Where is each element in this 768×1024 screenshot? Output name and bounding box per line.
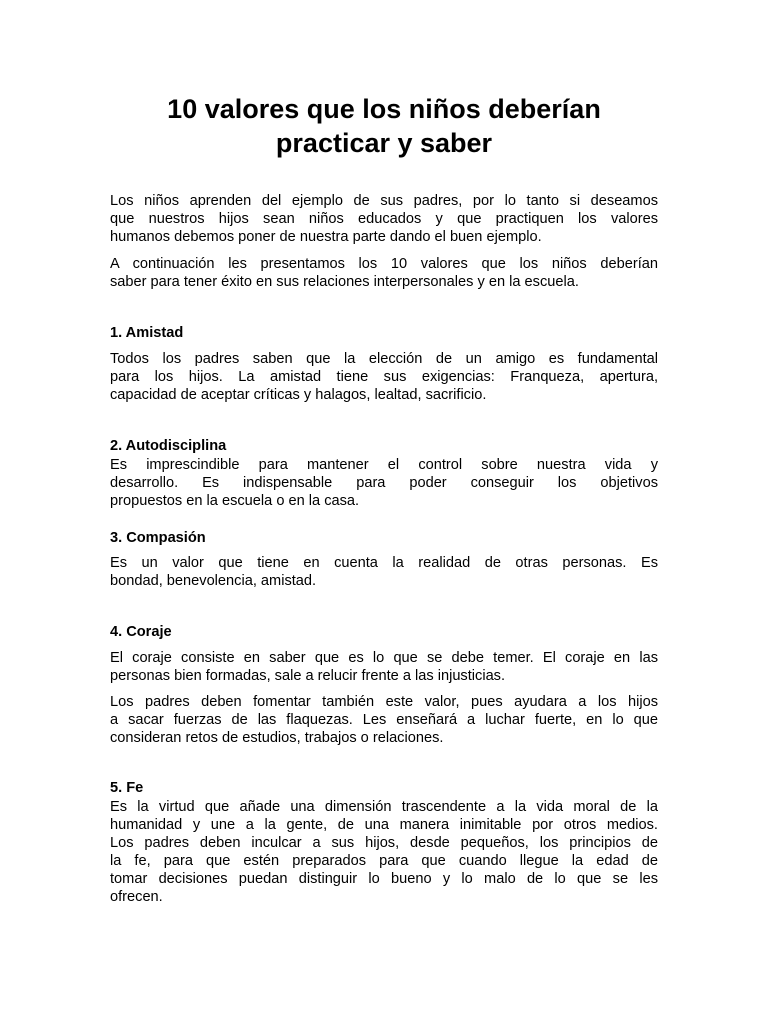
text-line: personas bien formadas, sale a relucir frente a las injusticias. bbox=[110, 668, 506, 684]
document-title bbox=[110, 92, 658, 160]
text-line: A continuación les presentamos los 10 valores que los niños deberían bbox=[110, 256, 658, 272]
text-line: Los padres deben fomentar también este valor, pues ayudara a los hijos bbox=[110, 694, 658, 710]
text-line: desarrollo. Es indispensable para poder conseguir los objetivos bbox=[110, 475, 658, 491]
text-line: bondad, benevolencia, amistad. bbox=[110, 573, 317, 589]
text-line: capacidad de aceptar críticas y halagos, lealtad, sacrificio. bbox=[110, 387, 487, 403]
text-line: Los padres deben inculcar a sus hijos, desde pequeños, los principios de bbox=[110, 835, 658, 851]
section-paragraph bbox=[110, 693, 658, 747]
text-line: saber para tener éxito en sus relaciones interpersonales y en la escuela. bbox=[110, 274, 579, 290]
title-line: practicar y saber bbox=[275, 128, 493, 158]
section-heading: 4. Coraje bbox=[110, 624, 172, 640]
text-line: consideran retos de estudios, trabajos o relaciones. bbox=[110, 730, 444, 746]
text-line: a sacar fuerzas de las flaquezas. Les enseñará a luchar fuerte, en lo que bbox=[110, 712, 658, 728]
title-line: 10 valores que los niños deberían bbox=[167, 94, 601, 124]
text-line: El coraje consiste en saber que es lo que se debe temer. El coraje en las bbox=[110, 650, 658, 666]
section-paragraph bbox=[110, 350, 658, 404]
section-paragraph bbox=[110, 798, 658, 906]
text-line: tomar decisiones puedan distinguir lo bueno y lo malo de lo que se les bbox=[110, 871, 658, 887]
text-line: humanidad y une a la gente, de una manera inimitable por otros medios. bbox=[110, 817, 658, 833]
section-heading: 1. Amistad bbox=[110, 325, 184, 341]
section-heading: 2. Autodisciplina bbox=[110, 438, 227, 454]
text-line: Todos los padres saben que la elección de un amigo es fundamental bbox=[110, 351, 658, 367]
intro-paragraph bbox=[110, 255, 658, 291]
text-line: Es un valor que tiene en cuenta la realidad de otras personas. Es bbox=[110, 555, 658, 571]
section-paragraph bbox=[110, 649, 658, 685]
intro-paragraph bbox=[110, 192, 658, 246]
section-heading: 5. Fe bbox=[110, 780, 144, 796]
section-paragraph bbox=[110, 554, 658, 590]
text-line: Es imprescindible para mantener el control sobre nuestra vida y bbox=[110, 457, 658, 473]
text-line: Es la virtud que añade una dimensión trascendente a la vida moral de la bbox=[110, 799, 658, 815]
section-paragraph bbox=[110, 456, 658, 510]
text-line: Los niños aprenden del ejemplo de sus padres, por lo tanto si deseamos bbox=[110, 193, 658, 209]
text-line: para los hijos. La amistad tiene sus exigencias: Franqueza, apertura, bbox=[110, 369, 658, 385]
text-line: la fe, para que estén preparados para que cuando llegue la edad de bbox=[110, 853, 658, 869]
text-line: ofrecen. bbox=[110, 889, 163, 905]
text-line: que nuestros hijos sean niños educados y que practiquen los valores bbox=[110, 211, 658, 227]
text-line: humanos debemos poner de nuestra parte dando el buen ejemplo. bbox=[110, 229, 542, 245]
text-line: propuestos en la escuela o en la casa. bbox=[110, 493, 360, 509]
section-heading: 3. Compasión bbox=[110, 530, 206, 546]
